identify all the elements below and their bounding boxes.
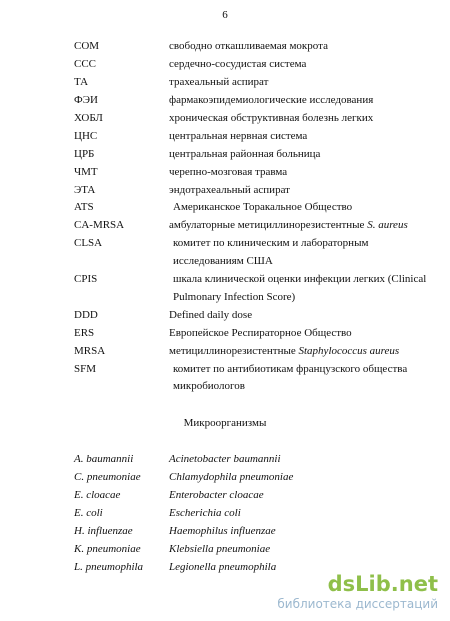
microorganism-full-name: Klebsiella pneumoniae [169,543,271,555]
abbreviation-definition: комитет по клиническим и лабораторным [173,237,369,249]
microorganism-abbreviation: K. pneumoniae [74,543,141,555]
abbreviation: ССС [74,58,97,70]
microorganism-full-name: Chlamydophila pneumoniae [169,471,294,483]
microorganism-full-name: Escherichia coli [169,507,241,519]
watermark-subtitle: библиотека диссертаций [277,597,438,611]
abbreviation-definition: комитет по антибиотикам французского общества [173,363,408,375]
abbreviation-definition: свободно откашливаемая мокрота [169,40,328,52]
watermark-logo: dsLib.net [327,572,438,596]
abbreviation-definition: фармакоэпидемиологические исследования [169,94,374,106]
microorganism-full-name: Haemophilus influenzae [169,525,276,537]
abbreviation-definition: Американское Торакальное Общество [173,201,353,213]
section-heading: Микроорганизмы [183,417,267,429]
abbreviation-definition-line2: Pulmonary Infection Score) [173,291,296,303]
abbreviation-definition: центральная районная больница [169,148,321,160]
abbreviation: ЦНС [74,130,98,142]
watermark [277,572,438,611]
abbreviation-definition [169,345,399,358]
microorganism-full-name: Legionella pneumophila [169,561,277,573]
microorganism-abbreviation: C. pneumoniae [74,471,141,483]
abbreviation-definition: трахеальный аспират [169,76,269,88]
microorganism-full-name: Acinetobacter baumannii [169,453,281,465]
microorganism-abbreviation: E. cloacae [74,489,121,501]
abbreviation: DDD [74,309,98,321]
definition-italic-text: S. aureus [367,219,408,231]
microorganism-abbreviation: E. coli [74,507,103,519]
microorganism-abbreviation: H. influenzae [74,525,133,537]
abbreviation: ХОБЛ [74,112,103,124]
microorganism-abbreviation: L. pneumophila [74,561,144,573]
abbreviation: ЭТА [74,184,96,196]
definition-italic-text: Staphylococcus aureus [298,345,400,357]
abbreviation-definition: черепно-мозговая травма [169,166,288,178]
abbreviation-definition: Европейское Респираторное Общество [169,327,352,339]
abbreviation-definition-line2: микробиологов [173,380,245,392]
abbreviation-definition: хроническая обструктивная болезнь легких [169,112,374,124]
definition-text: метициллинорезистентные [169,345,299,357]
abbreviation: CA-MRSA [74,219,125,231]
abbreviation-definition: центральная нервная система [169,130,308,142]
abbreviation: ТА [74,76,89,88]
abbreviation-definition: Defined daily dose [169,309,253,321]
abbreviation: CLSA [74,237,103,249]
abbreviation-definition-line2: исследованиям США [173,255,273,267]
abbreviation: ФЭИ [74,94,98,106]
microorganism-full-name: Enterobacter cloacae [169,489,264,501]
abbreviation: SFM [74,363,97,375]
abbreviation: MRSA [74,345,106,357]
abbreviation-definition [169,219,408,232]
abbreviation: CPIS [74,273,98,285]
abbreviation: ЧМТ [74,166,98,178]
abbreviation: ATS [74,201,94,213]
abbreviation: ЦРБ [74,148,95,160]
abbreviation-definition: сердечно-сосудистая система [169,58,307,70]
microorganism-abbreviation: A. baumannii [74,453,134,465]
abbreviation: СОМ [74,40,100,52]
abbreviation: ERS [74,327,95,339]
abbreviation-definition: шкала клинической оценки инфекции легких (Clinical [173,273,427,285]
definition-text: амбулаторные метициллинорезистентные [169,219,368,231]
abbreviation-definition: эндотрахеальный аспират [169,184,290,196]
page-number: 6 [222,9,228,21]
